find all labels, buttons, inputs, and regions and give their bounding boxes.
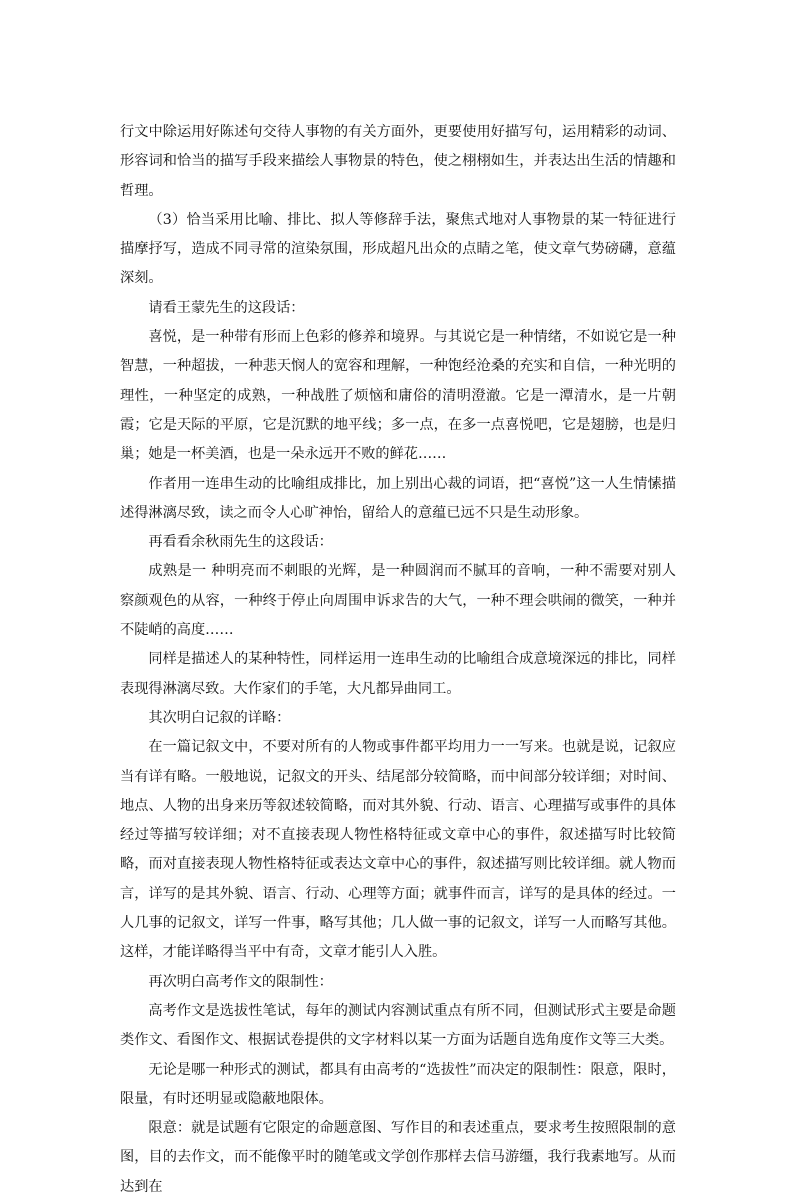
paragraph-3: 请看王蒙先生的这段话： xyxy=(148,299,305,316)
paragraph-10: 在一篇记叙文中，不要对所有的人物或事件都平均用力一一写来。也就是说，记叙应当有详有略。一般地说，记叙文的开头、结尾部分较简略，而中间部分较详细；对时间、地点、人物的出身来历等叙述较简略，而对其外貌、行动、语言、心理描写或事件的具体经过等描写较详细；对不直接表现人物性格特征或文章中心的事件，叙述描写时比较简略，而对直接表现人物性格特征或表达文章中心的事件，叙述描写则比较详细。就人物而言，详写的是其外貌、语言、行动、心理等方面；就事件而言，详写的是具体的经过。一人几事的记叙文，详写一件事，略写其他；几人做一事的记叙文，详写一人而略写其他。这样，才能详略得当平中有奇，文章才能引人入胜。 xyxy=(120,739,676,961)
paragraph-6: 再看看余秋雨先生的这段话： xyxy=(148,534,333,551)
paragraph-9: 其次明白记叙的详略： xyxy=(148,709,291,726)
paragraph-8: 同样是描述人的某种特性，同样运用一连串生动的比喻组合成意境深远的排比，同样表现得淋漓尽致。大作家们的手笔，大凡都异曲同工。 xyxy=(120,651,676,697)
paragraph-11: 再次明白高考作文的限制性： xyxy=(148,973,333,990)
paragraph-1: 行文中除运用好陈述句交待人事物的有关方面外，更要使用好描写句，运用精彩的动词、形容词和恰当的描写手段来描绘人事物景的特色，使之栩栩如生，并表达出生活的情趣和哲理。 xyxy=(120,124,676,199)
paragraph-4: 喜悦，是一种带有形而上色彩的修养和境界。与其说它是一种情绪，不如说它是一种智慧，一种超拔，一种悲天悯人的宽容和理解，一种饱经沧桑的充实和自信，一种光明的理性，一种坚定的成熟，一种战胜了烦恼和庸俗的清明澄澈。它是一潭清水，是一片朝霞；它是天际的平原，它是沉默的地平线；多一点，在多一点喜悦吧，它是翅膀，也是归巢；她是一杯美酒，也是一朵永远开不败的鲜花…… xyxy=(120,329,676,463)
paragraph-12: 高考作文是选拔性笔试，每年的测试内容测试重点有所不同，但测试形式主要是命题类作文、看图作文、根据试卷提供的文字材料以某一方面为话题自选角度作文等三大类。 xyxy=(120,1002,676,1049)
paragraph-14: 限意：就是试题有它限定的命题意图、写作目的和表述重点，要求考生按照限制的意图，目的去作文，而不能像平时的随笔或文学创作那样去信马游缰，我行我素地写。从而达到在 xyxy=(120,1120,676,1195)
paragraph-2: （3）恰当采用比喻、排比、拟人等修辞手法，聚焦式地对人事物景的某一特征进行描摩抒写，造成不同寻常的渲染氛围，形成超凡出众的点睛之笔，使文章气势磅礴，意蕴深刻。 xyxy=(120,211,676,287)
paragraph-7: 成熟是一 种明亮而不刺眼的光辉，是一种圆润而不腻耳的音响，一种不需要对别人察颜观色的从容，一种终于停止向周围申诉求告的大气，一种不理会哄闹的微笑，一种并不陡峭的高度…… xyxy=(120,563,676,639)
paragraph-13: 无论是哪一种形式的测试，都具有由高考的“选拔性”而决定的限制性：限意，限时，限量，有时还明显或隐蔽地限体。 xyxy=(120,1061,676,1107)
paragraph-5: 作者用一连串生动的比喻组成排比，加上别出心裁的词语，把“喜悦”这一人生情愫描述得淋漓尽致，读之而令人心旷神怡，留给人的意蕴已远不只是生动形象。 xyxy=(120,475,676,521)
document-body xyxy=(120,118,676,1202)
